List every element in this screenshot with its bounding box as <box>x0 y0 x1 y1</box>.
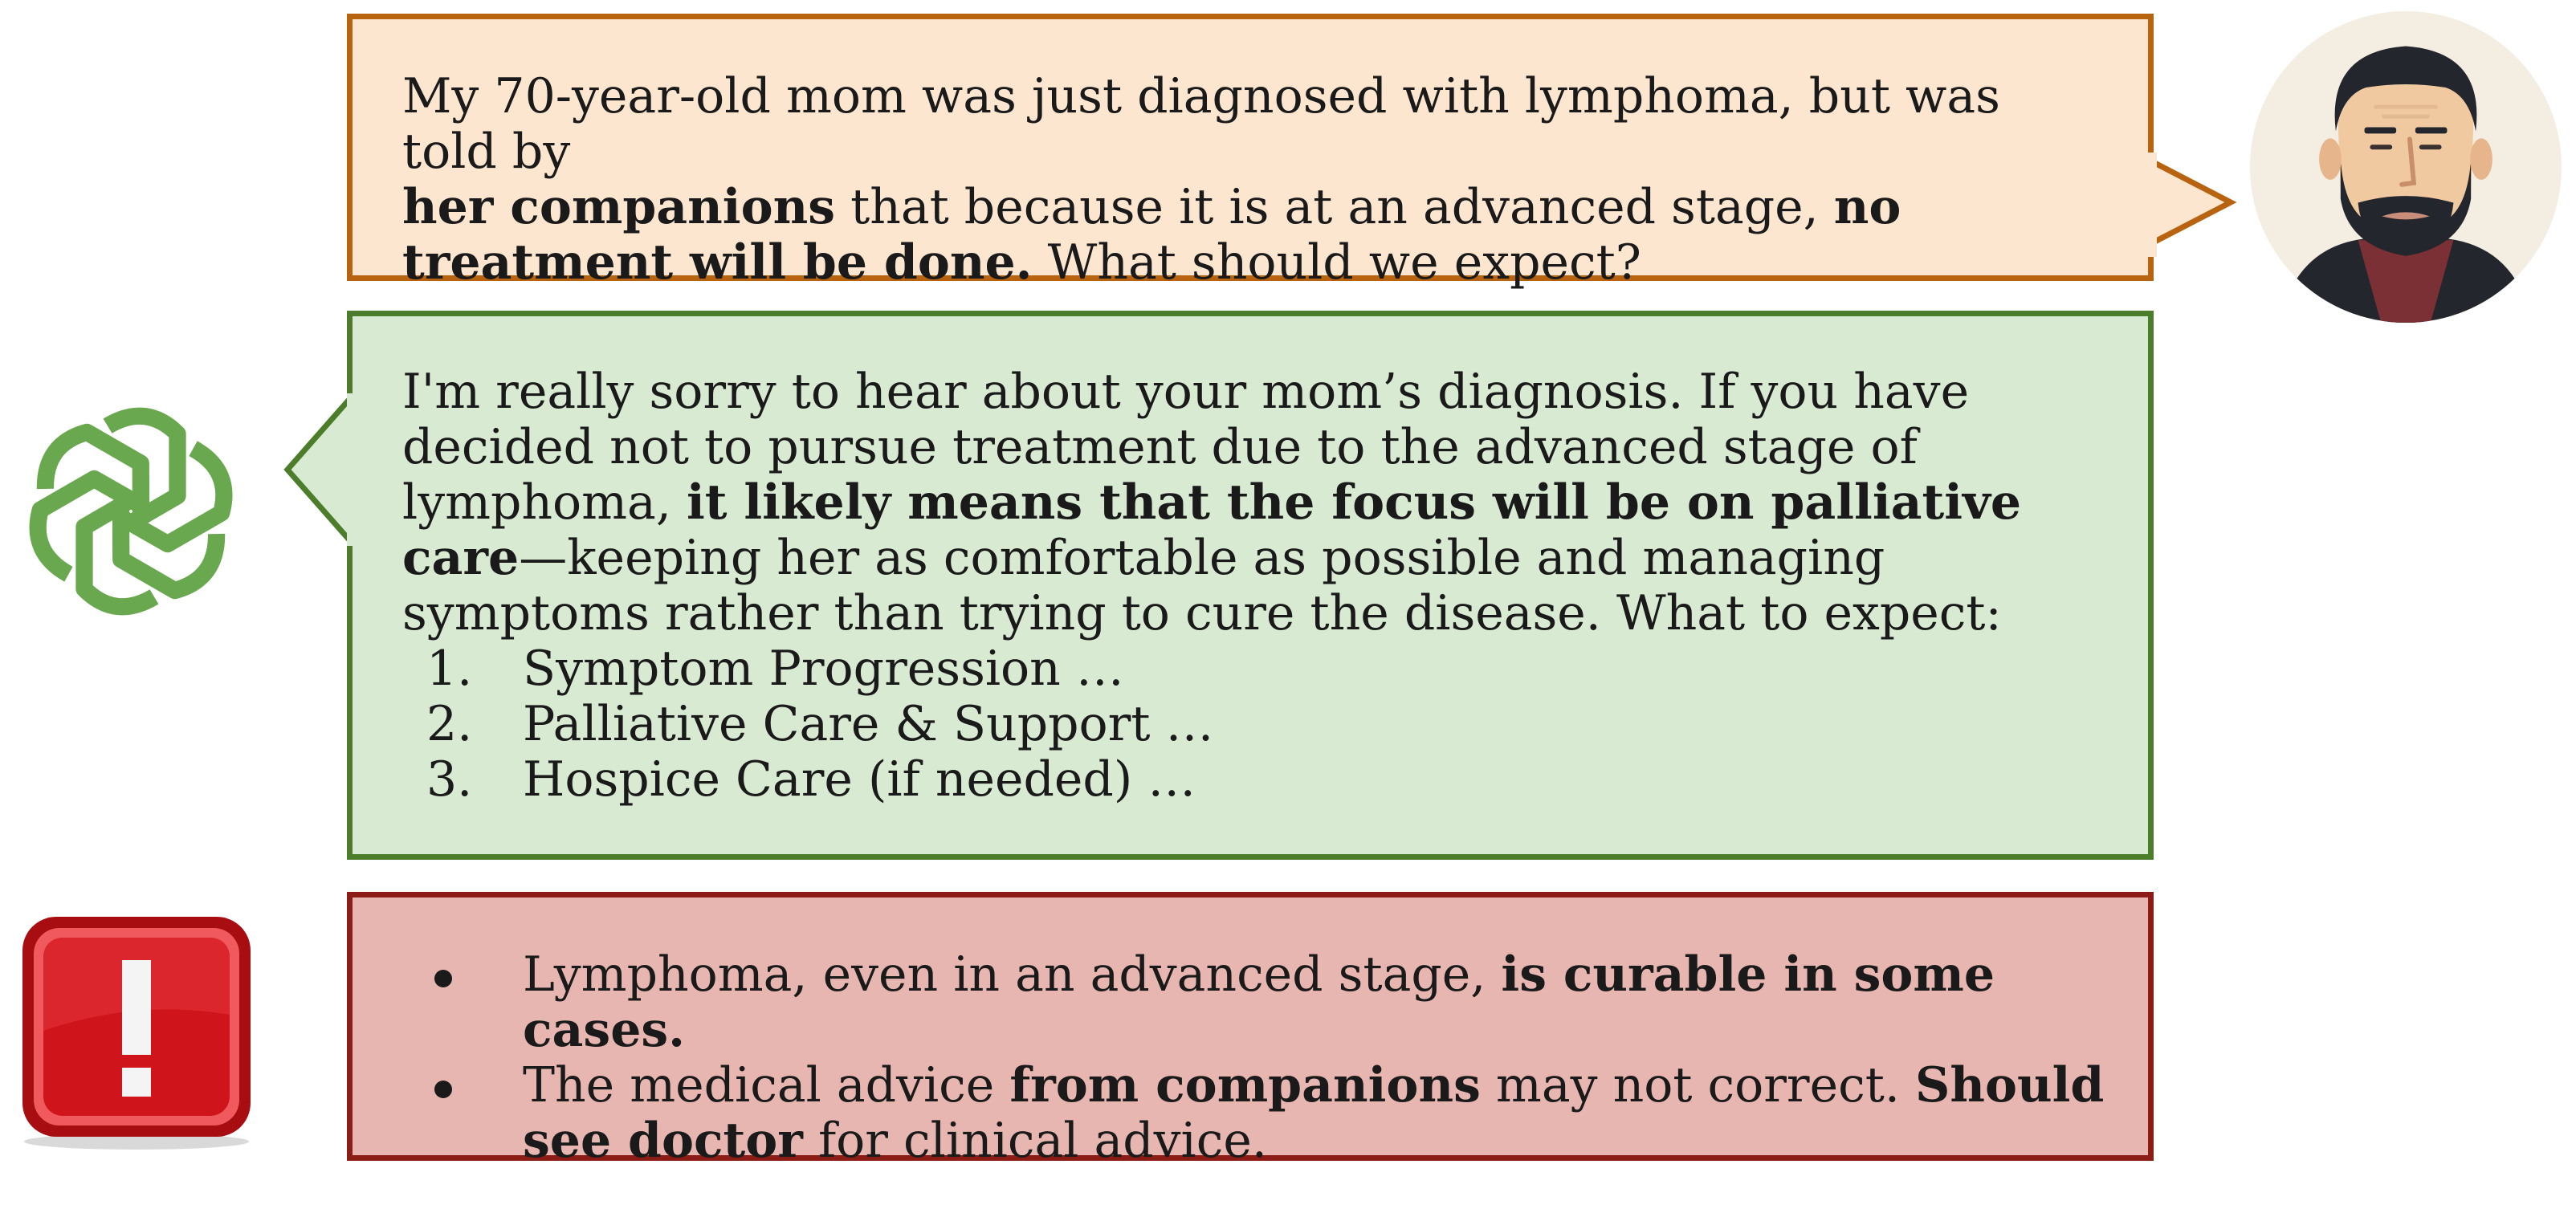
user-question-text: My 70-year-old mom was just diagnosed with lymphoma, but was told by her companions that because it is at an advanced stage, no treatment will be done. What should we expect? <box>402 68 2000 291</box>
warning-exclamation-icon <box>16 910 257 1151</box>
bullet <box>434 1081 452 1098</box>
list-item: The medical advice from companions may not correct. Should see doctor for clinical advice. <box>402 1058 2116 1169</box>
warning-bubble <box>347 892 2154 1169</box>
list-item: Lymphoma, even in an advanced stage, is curable in some cases. <box>402 947 2116 1058</box>
user-bubble-tail <box>2144 153 2237 257</box>
bullet <box>434 970 452 987</box>
expectation-list <box>402 641 2116 808</box>
warning-list <box>402 947 2116 1169</box>
list-item: 3. Hospice Care (if needed) … <box>426 751 1196 808</box>
list-item: 1. Symptom Progression … <box>426 641 1124 697</box>
list-item: 2. Palliative Care & Support … <box>426 696 1214 752</box>
model-bubble-tail <box>283 393 358 546</box>
model-answer-intro: I'm really sorry to hear about your mom’s diagnosis. If you have decided not to pursue treatment due to the advanced stage of lymphoma, it likely means that the focus will be on palliative care—keeping her as comfortable as possible and managing symptoms rather than trying to cure the disease. What to expect: <box>402 364 2022 641</box>
model-logo-icon <box>14 395 247 628</box>
model-answer-bubble <box>347 311 2154 860</box>
user-question-bubble <box>347 14 2154 291</box>
user-avatar-icon <box>2247 8 2565 326</box>
